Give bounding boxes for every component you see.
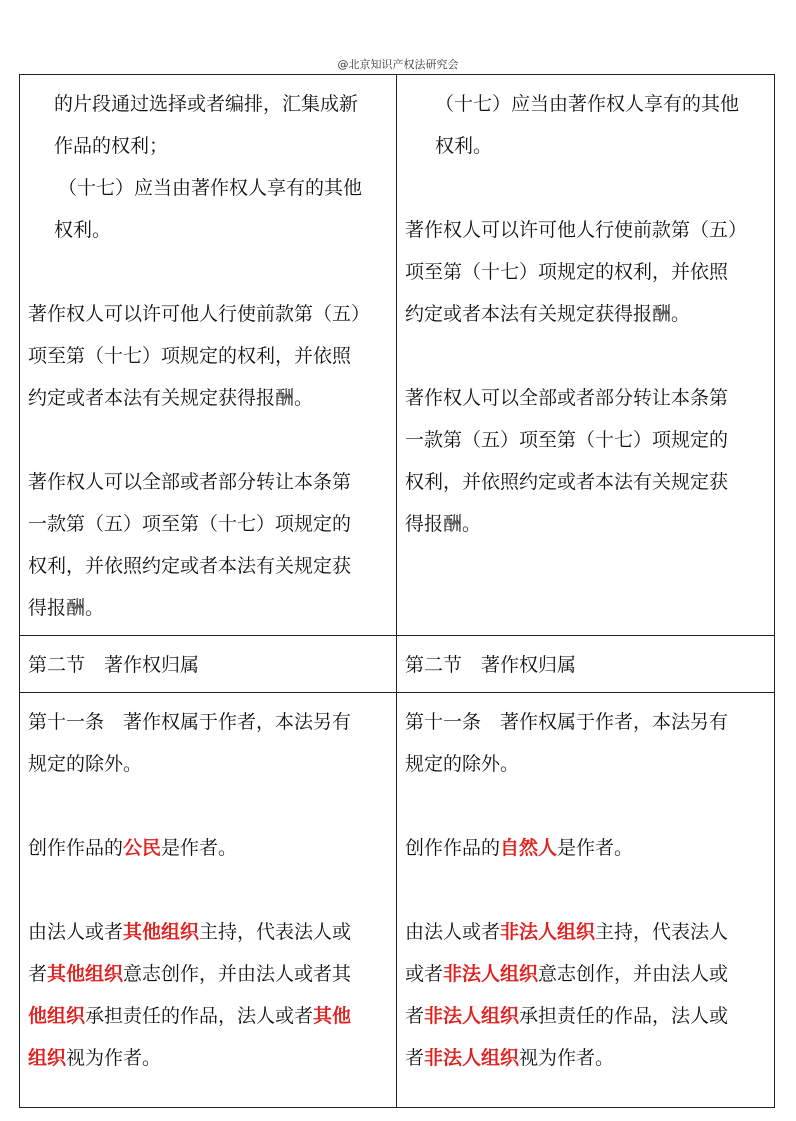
- text-line: 著作权人可以许可他人行使前款第（五）: [405, 219, 748, 241]
- table-row: [20, 693, 775, 1108]
- table-row: [20, 75, 775, 636]
- highlighted-term: 非法人组织: [443, 963, 539, 985]
- highlighted-term: 公民: [123, 837, 162, 859]
- text-line: 一款第（五）项至第（十七）项规定的: [28, 513, 352, 535]
- text-line: 约定或者本法有关规定获得报酬。: [405, 303, 691, 325]
- text-line: 规定的除外。: [28, 753, 143, 775]
- text-line: 者其他组织意志创作，并由法人或者其: [28, 963, 352, 985]
- text-line: 创作作品的公民是作者。: [28, 837, 238, 859]
- text-line: 约定或者本法有关规定获得报酬。: [28, 387, 314, 409]
- text-line: 者非法人组织视为作者。: [405, 1047, 615, 1069]
- text-line: 得报酬。: [405, 513, 482, 535]
- text-line: 权利。: [54, 219, 112, 241]
- text-line: 或者非法人组织意志创作，并由法人或: [405, 963, 729, 985]
- text-line: 作品的权利；: [54, 135, 169, 157]
- text-line: 由法人或者其他组织主持，代表法人或: [28, 921, 352, 943]
- text-line: 项至第（十七）项规定的权利，并依照: [28, 345, 352, 367]
- old-law-cell: [20, 75, 397, 636]
- text-line: 项至第（十七）项规定的权利，并依照: [405, 261, 729, 283]
- section-heading-new: 第二节 著作权归属: [397, 636, 775, 693]
- new-law-cell: [397, 693, 775, 1108]
- highlighted-term: 非法人组织: [424, 1005, 520, 1027]
- text-line: 第十一条 著作权属于作者，本法另有: [405, 711, 729, 733]
- text-line: 组织视为作者。: [28, 1047, 162, 1069]
- text-line: 者非法人组织承担责任的作品，法人或: [405, 1005, 729, 1027]
- text-line: 权利，并依照约定或者本法有关规定获: [405, 471, 729, 493]
- section-heading-row: [20, 636, 775, 693]
- old-law-cell: [20, 693, 397, 1108]
- comparison-table: [19, 74, 775, 1108]
- text-line: 得报酬。: [28, 597, 105, 619]
- text-line: 权利，并依照约定或者本法有关规定获: [28, 555, 352, 577]
- highlighted-term: 其他组织: [123, 921, 200, 943]
- highlighted-term: 他组织: [28, 1005, 86, 1027]
- section-heading-old: 第二节 著作权归属: [20, 636, 397, 693]
- text-line: （十七）应当由著作权人享有的其他: [58, 177, 363, 199]
- text-line: 由法人或者非法人组织主持，代表法人: [405, 921, 729, 943]
- highlighted-term: 其他组织: [47, 963, 124, 985]
- highlighted-term: 非法人组织: [424, 1047, 520, 1069]
- text-line: 创作作品的自然人是作者。: [405, 837, 634, 859]
- highlighted-term: 非法人组织: [500, 921, 596, 943]
- watermark: @北京知识产权法研究会: [337, 58, 459, 71]
- text-line: 著作权人可以全部或者部分转让本条第: [28, 471, 352, 493]
- new-law-cell: [397, 75, 775, 636]
- text-line: 著作权人可以全部或者部分转让本条第: [405, 387, 729, 409]
- text-line: 权利。: [435, 135, 493, 157]
- text-line: 一款第（五）项至第（十七）项规定的: [405, 429, 729, 451]
- text-line: 他组织承担责任的作品，法人或者其他: [28, 1005, 352, 1027]
- highlighted-term: 自然人: [500, 837, 558, 859]
- highlighted-term: 组织: [28, 1047, 67, 1069]
- text-line: 规定的除外。: [405, 753, 520, 775]
- text-line: （十七）应当由著作权人享有的其他: [435, 93, 740, 115]
- text-line: 的片段通过选择或者编排，汇集成新: [54, 93, 359, 115]
- text-line: 第十一条 著作权属于作者，本法另有: [28, 711, 352, 733]
- highlighted-term: 其他: [313, 1005, 352, 1027]
- text-line: 著作权人可以许可他人行使前款第（五）: [28, 303, 371, 325]
